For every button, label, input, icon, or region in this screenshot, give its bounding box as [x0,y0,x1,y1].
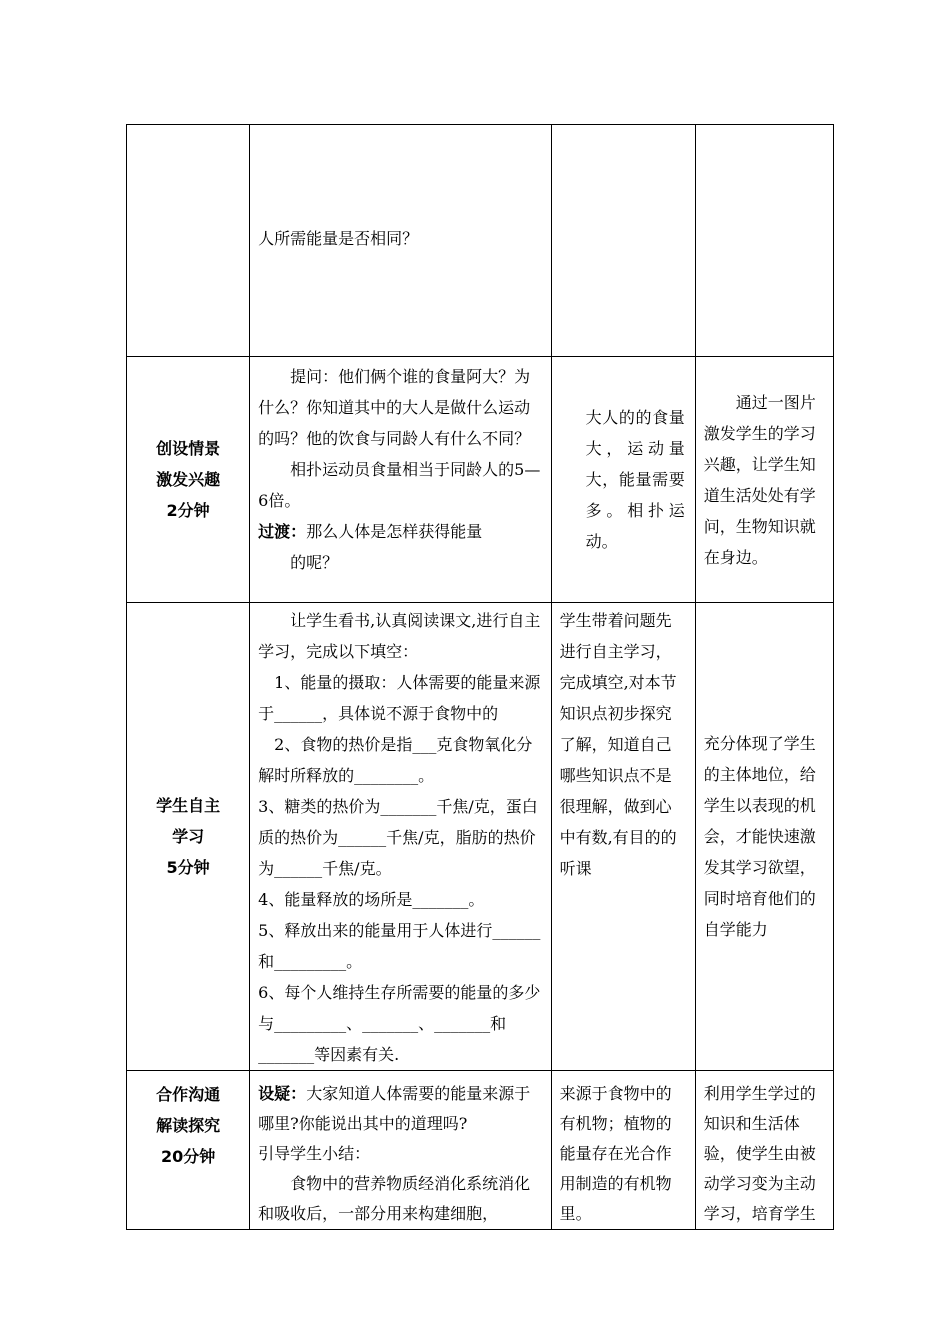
transition-label: 过渡： [258,522,307,541]
stage-name-line1: 创设情景 [156,439,221,458]
transition-text: 那么人体是怎样获得能量 [306,522,483,541]
teacher-activity-cell [250,1071,551,1230]
teacher-activity-cell [250,603,551,1071]
stage-duration: 2分钟 [166,501,210,520]
stage-name-line2: 学习 [172,827,205,846]
student-text: 大人的的食量大，运动量大，能量需要多。相扑运动。 [585,408,685,551]
fill-blank-item: 1、能量的摄取：人体需要的能量来源于______，具体说不源于食物中的 [258,673,541,723]
stage-name-line1: 学生自主 [156,796,221,815]
teacher-text: 人所需能量是否相同？ [258,228,419,248]
student-activity-cell [551,1071,695,1230]
student-activity-cell [551,125,695,357]
table-row [127,357,834,603]
teacher-transition [258,516,542,547]
lesson-plan-table [126,124,834,1230]
fill-blank-item: 4、能量释放的场所是_______。 [258,890,485,909]
teacher-question: 提问：他们俩个谁的食量阿大？为什么？你知道其中的大人是做什么运动的吗？他的饮食与同龄人有什么不同？ [258,367,531,448]
teacher-fact: 相扑运动员食量相当于同龄人的5—6倍。 [258,460,541,510]
fill-blank-item: 2、食物的热价是指___克食物氧化分解时所释放的________。 [258,735,533,785]
table-row [127,603,834,1071]
fill-blank-item: 3、糖类的热价为_______千焦/克，蛋白质的热价为______千焦/克，脂肪的热价为______千焦/克。 [258,797,538,878]
stage-name-line2: 激发兴趣 [156,470,221,489]
question-text: 大家知道人体需要的能量来源于哪里?你能说出其中的道理吗? [258,1084,531,1133]
stage-cell [127,1071,250,1230]
design-intent-cell [695,357,833,603]
intent-text: 通过一图片激发学生的学习兴趣，让学生知道生活处处有学问，生物知识就在身边。 [703,392,816,567]
design-intent-cell [695,125,833,357]
stage-duration: 20分钟 [160,1147,216,1166]
student-activity-cell [551,603,695,1071]
guide-text: 引导学生小结： [258,1144,371,1163]
intent-text: 充分体现了学生的主体地位，给学生以表现的机会，才能快速激发其学习欲望，同时培育他们的自学能力 [703,734,816,939]
stage-duration: 5分钟 [166,858,210,877]
stage-name-line2: 解读探究 [156,1116,221,1135]
teacher-activity-cell [250,125,551,357]
stage-cell [127,357,250,603]
student-text: 学生带着问题先进行自主学习，完成填空,对本节知识点初步探究了解，知道自己哪些知识点不是很理解，做到心中有数,有目的的听课 [559,611,677,878]
student-activity-cell [551,357,695,603]
question-label: 设疑： [258,1084,307,1103]
table-row [127,1071,834,1230]
student-text: 来源于食物中的有机物；植物的能量存在光合作用制造的有机物里。 [559,1084,672,1223]
teacher-activity-cell [250,357,551,603]
teacher-question [258,1079,542,1139]
intent-text: 利用学生学过的知识和生活体验，使学生由被动学习变为主动学习，培育学生 [703,1084,816,1223]
instruction-text: 让学生看书,认真阅读课文,进行自主学习，完成以下填空： [258,611,541,661]
fill-blank-item: 6、每个人维持生存所需要的能量的多少与_________、_______、_______和_______等因素有关. [258,983,541,1064]
summary-text: 食物中的营养物质经消化系统消化和吸收后，一部分用来构建细胞， [258,1174,531,1223]
stage-cell [127,125,250,357]
stage-cell [127,603,250,1071]
design-intent-cell [695,1071,833,1230]
table-row [127,125,834,357]
fill-blank-item: 5、释放出来的能量用于人体进行______和_________。 [258,921,541,971]
transition-continued: 的呢？ [290,553,339,572]
stage-name-line1: 合作沟通 [156,1085,221,1104]
design-intent-cell [695,603,833,1071]
